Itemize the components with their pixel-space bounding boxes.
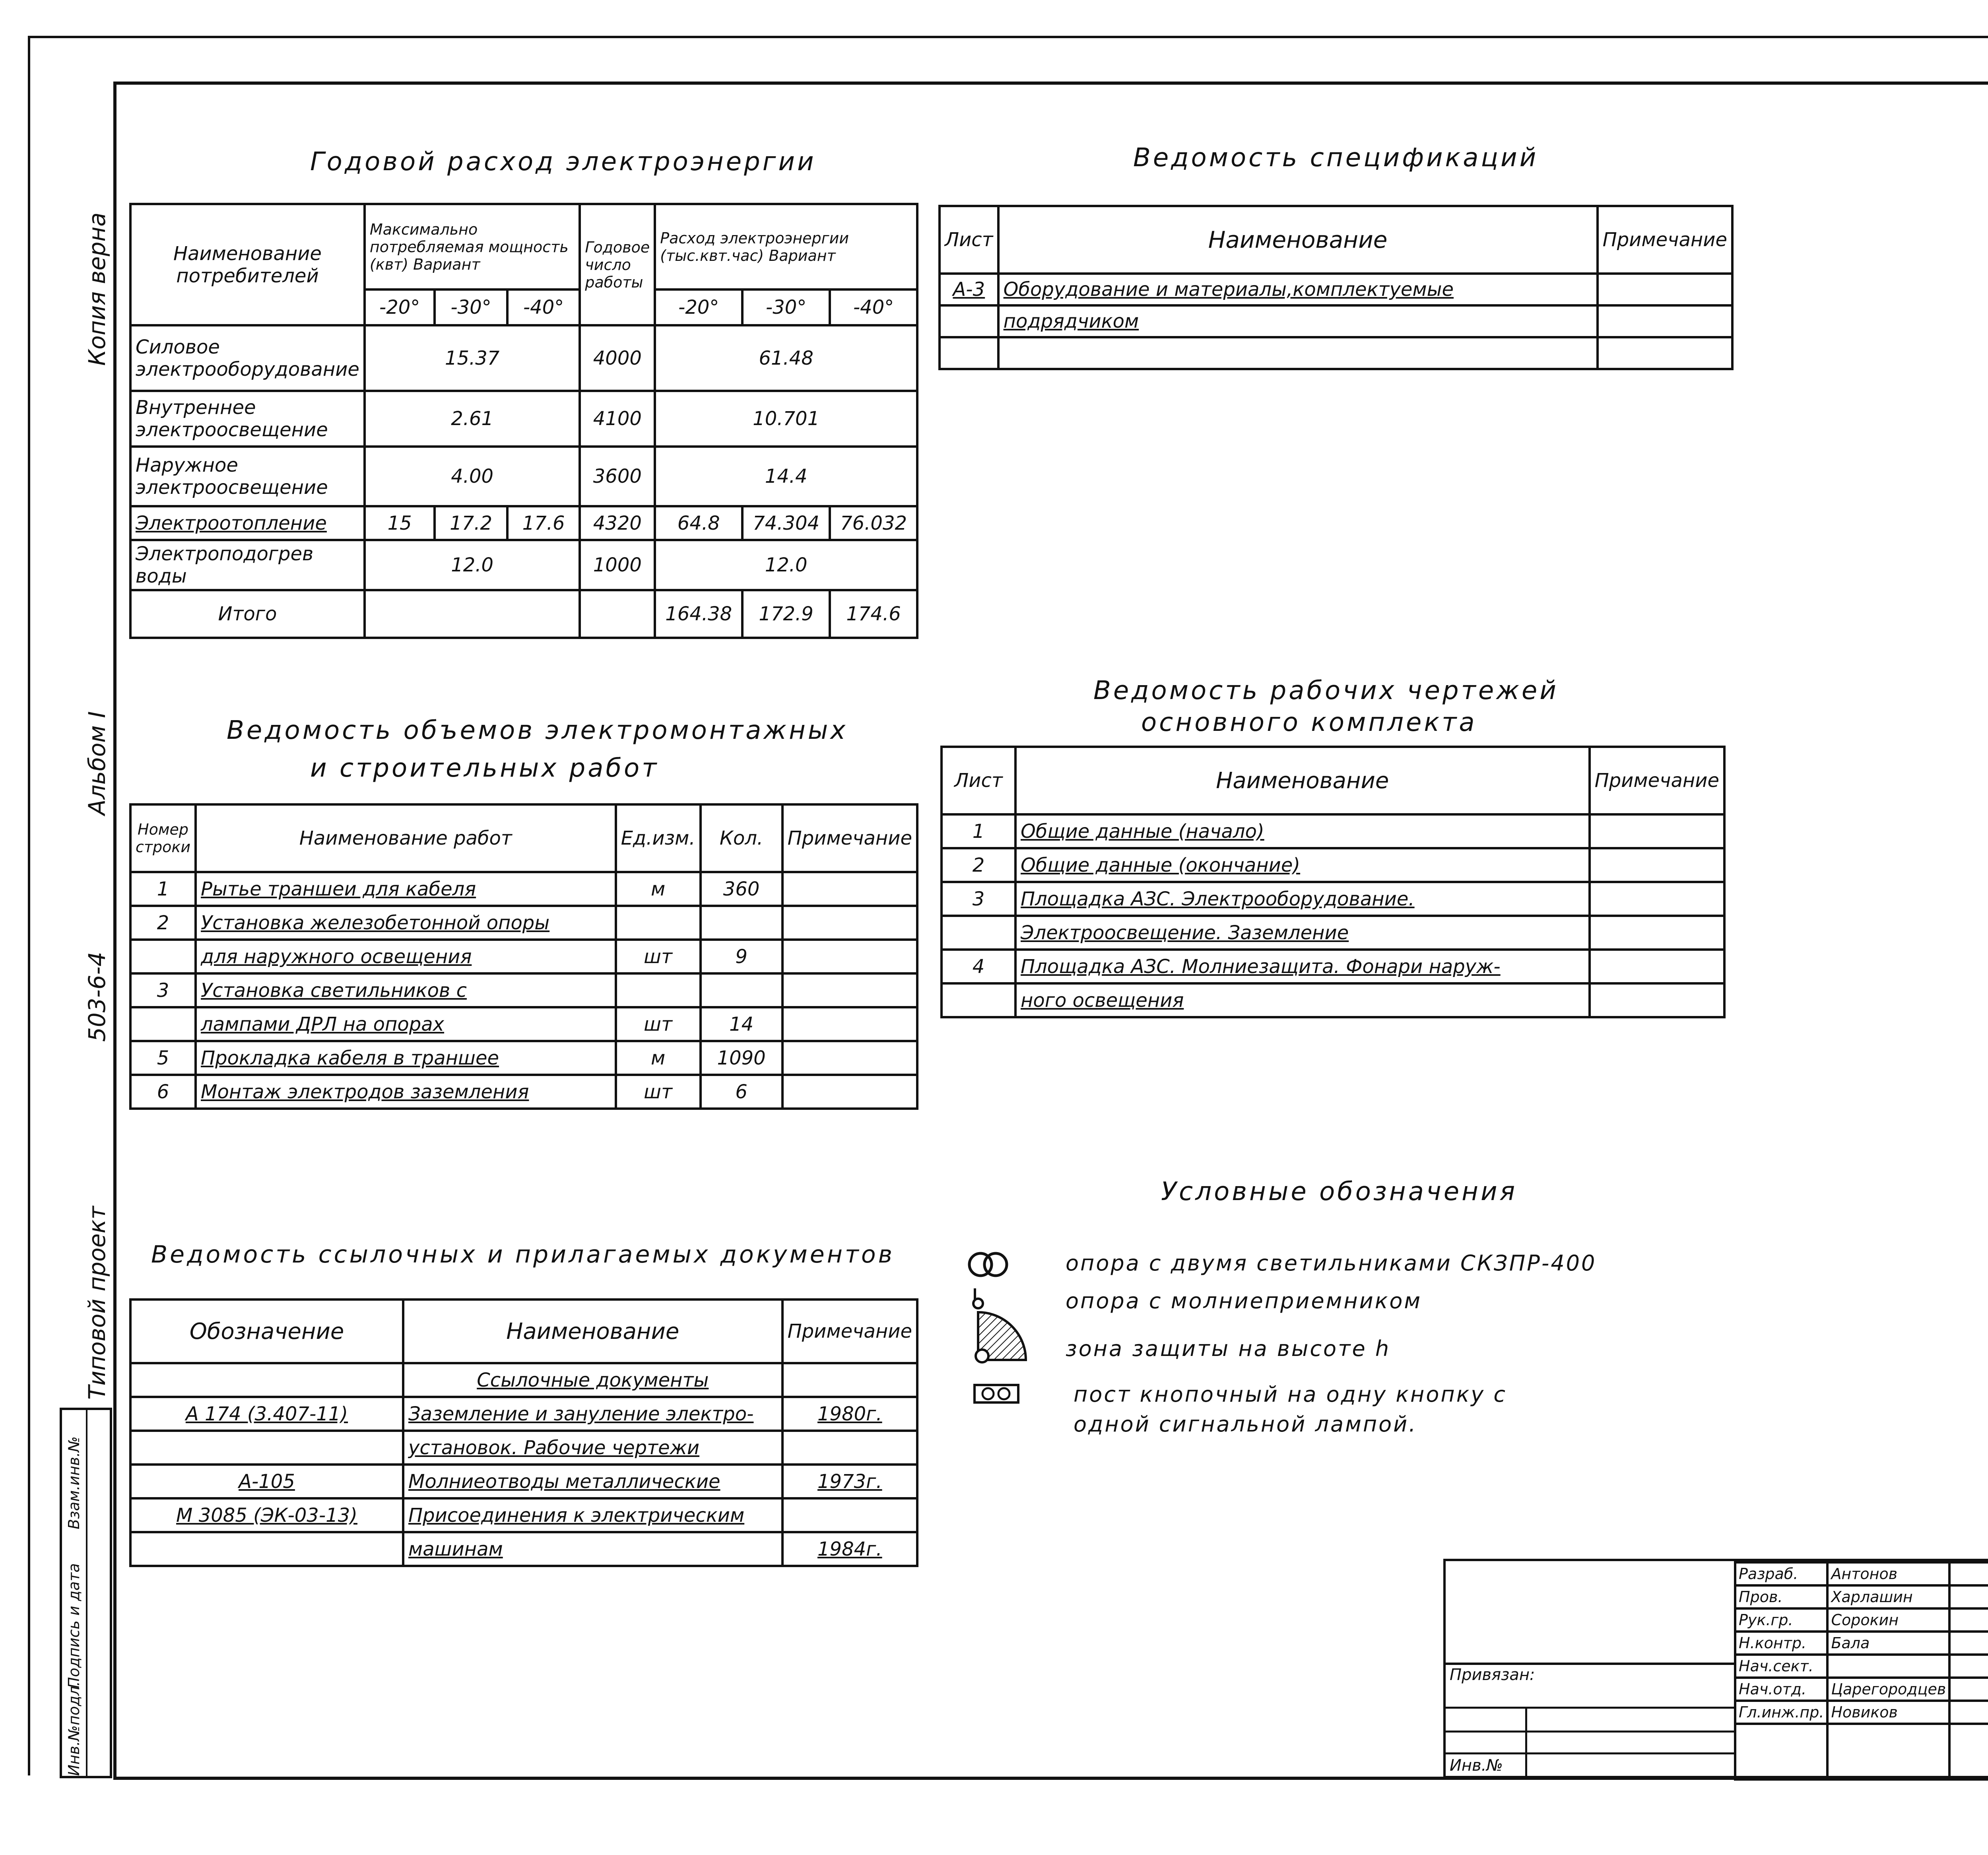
double-lamp-pole-icon (966, 1249, 1010, 1280)
table-row: ного освещения (942, 983, 1724, 1017)
side-label-copy: Копия верна (83, 212, 111, 366)
sheet-left-border (28, 36, 30, 1775)
sheet-top-border (28, 36, 1988, 38)
table-row: 6 Монтаж электродов заземления шт 6 (130, 1075, 917, 1109)
energy-var: -30° (435, 289, 507, 325)
table-row: для наружного освещения шт 9 (130, 940, 917, 973)
side-label-type: Типовой проект (83, 1206, 111, 1400)
energy-var: -30° (742, 289, 830, 325)
table-row: 3 Площадка АЗС. Электрооборудование. (942, 882, 1724, 916)
energy-var: -20° (655, 289, 742, 325)
table-row: лампами ДРЛ на опорах шт 14 (130, 1007, 917, 1041)
table-row: А-105 Молниеотводы металлические 1973г. (130, 1465, 917, 1498)
energy-h-consumers: Наименование потребителей (130, 204, 365, 325)
legend-title: Условные обозначения (1161, 1177, 1518, 1206)
push-button-post-icon (972, 1382, 1024, 1406)
refs-title: Ведомость ссылочных и прилагаемых документов (151, 1241, 895, 1268)
table-row: 2 Общие данные (окончание) (942, 848, 1724, 882)
inv-number-label: Инв.№ (1450, 1756, 1503, 1775)
drawings-table: Лист Наименование Примечание 1 Общие данные (начало) 2 Общие данные (окончание) 3 Площадка АЗС. Электрооборудование. Электроосвещение. Заземление 4 Площадка АЗС. Молниезащита. Фонари наруж- ного освещения (940, 746, 1726, 1018)
table-row: М 3085 (ЭК-03-13) Присоединения к электрическим (130, 1498, 917, 1532)
energy-title: Годовой расход электроэнергии (310, 147, 816, 177)
table-row: Наружное электроосвещение 4.00 3600 14.4 (130, 447, 917, 506)
table-row: Итого 164.38 172.9 174.6 (130, 590, 917, 638)
spec-table: Лист Наименование Примечание А-3 Оборудование и материалы,комплектуемые подрядчиком (938, 205, 1734, 370)
energy-var: -40° (507, 289, 580, 325)
signatures-table: Разраб. Антонов Пров. Харлашин Рук.гр. Сорокин Н.контр. Бала Нач.сект. Нач.отд. Царегородцев Гл.инж.пр. Новиков (1734, 1561, 1988, 1781)
legend-item: опора с молниеприемником (1066, 1288, 1422, 1313)
binding-label: Привязан: (1450, 1666, 1535, 1684)
table-row: Электроосвещение. Заземление (942, 916, 1724, 950)
energy-h-hours: Годовое число работы (580, 204, 655, 325)
sign-date-label: Подпись и дата (65, 1563, 83, 1688)
legend-item: опора с двумя светильниками СКЗПР-400 (1066, 1251, 1597, 1276)
works-title-2: и строительных работ (310, 754, 659, 783)
energy-var: -20° (365, 289, 435, 325)
legend-item: пост кнопочный на одну кнопку с (1074, 1382, 1507, 1407)
table-row: Ссылочные документы (130, 1363, 917, 1397)
table-row: установок. Рабочие чертежи (130, 1431, 917, 1465)
table-row: подрядчиком (940, 305, 1732, 337)
table-row: Электроотопление 15 17.2 17.6 4320 64.8 74.304 76.032 (130, 506, 917, 540)
table-row: 2 Установка железобетонной опоры (130, 906, 917, 940)
energy-table (129, 203, 918, 639)
table-row: Электроподогрев воды 12.0 1000 12.0 (130, 540, 917, 590)
side-label-album: Альбом I (83, 711, 111, 815)
protection-zone-icon (970, 1304, 1030, 1368)
energy-h-power: Максимально потребляемая мощность (квт) Вариант (365, 204, 580, 289)
replace-inv-label: Взам.инв.№ (65, 1436, 83, 1529)
inventory-strip (60, 1408, 112, 1778)
legend-item: зона защиты на высоте h (1066, 1336, 1391, 1361)
table-row: Внутреннее электроосвещение 2.61 4100 10.701 (130, 391, 917, 447)
works-title-1: Ведомость объемов электромонтажных (227, 716, 848, 745)
table-row: А 174 (3.407-11) Заземление и зануление электро- 1980г. (130, 1397, 917, 1431)
drawings-title-2: основного комплекта (1141, 708, 1477, 737)
inv-label: Инв.№подл. (65, 1681, 83, 1776)
table-row: машинам 1984г. (130, 1532, 917, 1566)
table-row: 4 Площадка АЗС. Молниезащита. Фонари наруж- (942, 950, 1724, 983)
drawings-title-1: Ведомость рабочих чертежей (1093, 676, 1559, 705)
table-row: 1 Рытье траншеи для кабеля м 360 (130, 872, 917, 906)
table-row: 5 Прокладка кабеля в траншее м 1090 (130, 1041, 917, 1075)
table-row: 3 Установка светильников с (130, 973, 917, 1007)
table-row: 1 Общие данные (начало) (942, 814, 1724, 848)
table-row: А-3 Оборудование и материалы,комплектуемые (940, 274, 1732, 305)
table-row: Силовое электрооборудование 15.37 4000 61.48 (130, 325, 917, 391)
spec-title: Ведомость спецификаций (1133, 143, 1539, 173)
energy-h-energy: Расход электроэнергии (тыс.квт.час) Вариант (655, 204, 917, 289)
works-table: Номер строки Наименование работ Ед.изм. Кол. Примечание 1 Рытье траншеи для кабеля м 360 2 Установка железобетонной опоры для наружного освещения шт 9 3 Установка светильников с лампами ДРЛ на опорах шт 14 5 Прокладка кабеля в траншее м 1090 6 Монтаж электродов заземления шт 6 (129, 803, 918, 1110)
title-block (1443, 1559, 1988, 1778)
energy-var: -40° (830, 289, 917, 325)
legend-item: одной сигнальной лампой. (1074, 1412, 1417, 1437)
side-label-code: 503-6-4 (83, 952, 111, 1042)
refs-table: Обозначение Наименование Примечание Ссылочные документы А 174 (3.407-11) Заземление и зануление электро- 1980г. установок. Рабочие чертежи А-105 Молниеотводы металлические 1973г. М 3085 (ЭК-03-13) Присоединения к электрическим машинам 1984г. (129, 1298, 918, 1567)
